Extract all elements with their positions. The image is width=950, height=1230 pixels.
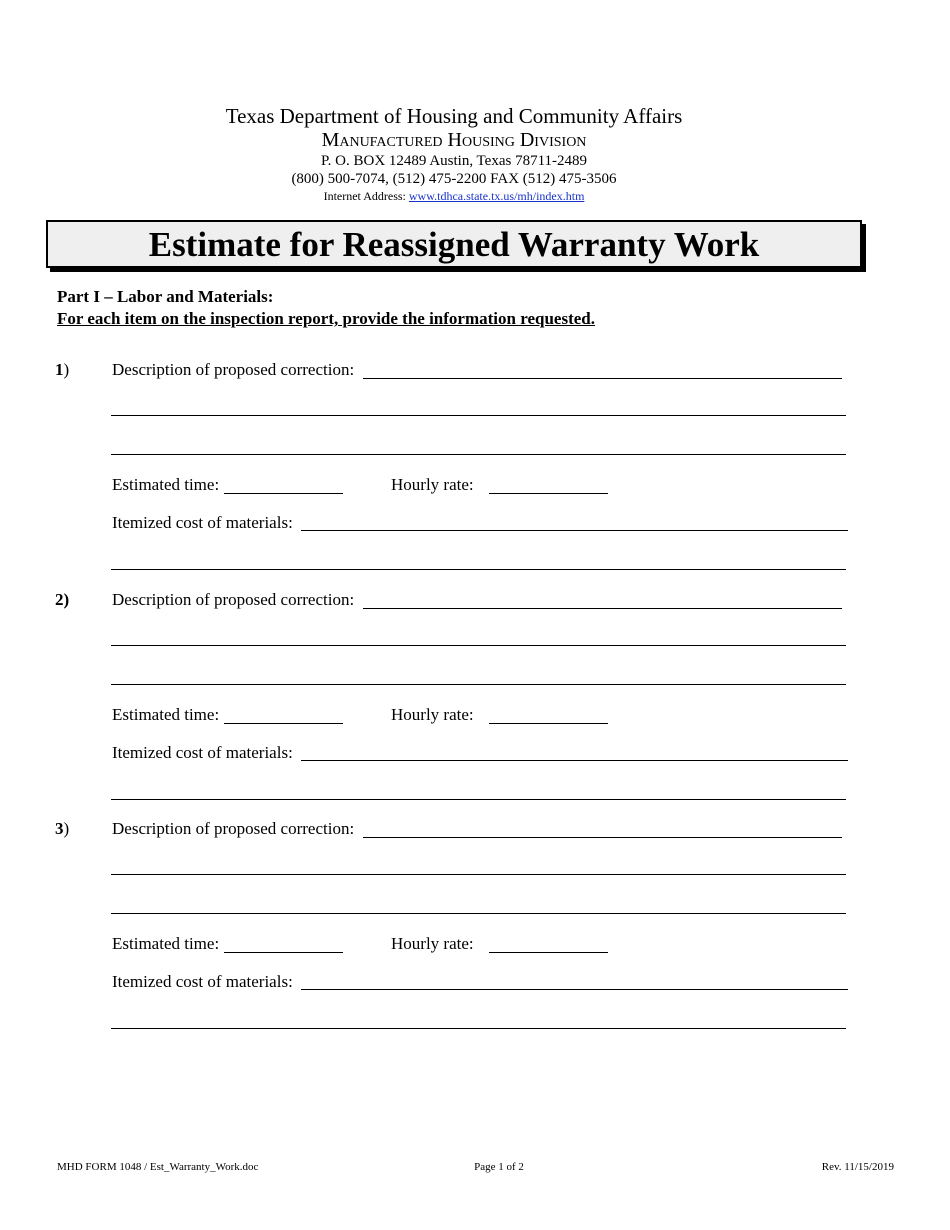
materials-label: Itemized cost of materials: bbox=[112, 972, 293, 991]
estimated-time-field[interactable] bbox=[224, 493, 343, 494]
description-field[interactable] bbox=[363, 378, 842, 379]
description-field[interactable] bbox=[363, 608, 842, 609]
description-label: Description of proposed correction: bbox=[112, 819, 355, 838]
internet-link[interactable]: www.tdhca.state.tx.us/mh/index.htm bbox=[408, 189, 585, 203]
estimated-time-field[interactable] bbox=[224, 723, 343, 724]
mailing-address: P. O. BOX 12489 Austin, Texas 78711-2489 bbox=[320, 153, 588, 169]
description-line-2[interactable] bbox=[111, 645, 846, 646]
letterhead bbox=[0, 104, 908, 204]
division-name: Manufactured Housing Division bbox=[321, 129, 587, 151]
item-number: 1) bbox=[55, 360, 70, 379]
estimated-time-field[interactable] bbox=[224, 952, 343, 953]
hourly-rate-field[interactable] bbox=[489, 493, 608, 494]
materials-field[interactable] bbox=[301, 530, 848, 531]
materials-field[interactable] bbox=[301, 760, 848, 761]
part-heading: Part I – Labor and Materials: bbox=[57, 287, 274, 306]
estimated-time-label: Estimated time: bbox=[112, 475, 220, 494]
org-name: Texas Department of Housing and Community Affairs bbox=[225, 104, 683, 128]
phone-fax: (800) 500-7074, (512) 475-2200 FAX (512) 475-3506 bbox=[291, 171, 617, 187]
footer-revision: Rev. 11/15/2019 bbox=[821, 1161, 894, 1173]
hourly-rate-label: Hourly rate: bbox=[391, 475, 474, 494]
materials-label: Itemized cost of materials: bbox=[112, 743, 293, 762]
description-field[interactable] bbox=[363, 837, 842, 838]
description-line-3[interactable] bbox=[111, 684, 846, 685]
form-title: Estimate for Reassigned Warranty Work bbox=[148, 225, 760, 264]
hourly-rate-field[interactable] bbox=[489, 952, 608, 953]
hourly-rate-field[interactable] bbox=[489, 723, 608, 724]
item-number: 3) bbox=[55, 819, 70, 838]
part-heading-block bbox=[57, 286, 595, 330]
materials-line-2[interactable] bbox=[111, 799, 846, 800]
hourly-rate-label: Hourly rate: bbox=[391, 705, 474, 724]
description-line-2[interactable] bbox=[111, 874, 846, 875]
materials-line-2[interactable] bbox=[111, 1028, 846, 1029]
estimated-time-label: Estimated time: bbox=[112, 934, 220, 953]
materials-field[interactable] bbox=[301, 989, 848, 990]
item-section-3 bbox=[0, 819, 950, 1049]
description-line-3[interactable] bbox=[111, 454, 846, 455]
internet-address bbox=[0, 188, 908, 204]
hourly-rate-label: Hourly rate: bbox=[391, 934, 474, 953]
item-section-2 bbox=[0, 590, 950, 820]
description-label: Description of proposed correction: bbox=[112, 590, 355, 609]
title-box bbox=[46, 220, 862, 268]
internet-label: Internet Address: bbox=[323, 189, 406, 203]
description-label: Description of proposed correction: bbox=[112, 360, 355, 379]
estimated-time-label: Estimated time: bbox=[112, 705, 220, 724]
footer-form-id: MHD FORM 1048 / Est_Warranty_Work.doc bbox=[57, 1161, 259, 1173]
part-instruction: For each item on the inspection report, provide the information requested. bbox=[57, 309, 595, 328]
description-line-2[interactable] bbox=[111, 415, 846, 416]
item-section-1 bbox=[0, 360, 950, 590]
footer-page-number: Page 1 of 2 bbox=[474, 1161, 524, 1173]
description-line-3[interactable] bbox=[111, 913, 846, 914]
item-number: 2) bbox=[55, 590, 70, 609]
materials-label: Itemized cost of materials: bbox=[112, 513, 293, 532]
materials-line-2[interactable] bbox=[111, 569, 846, 570]
